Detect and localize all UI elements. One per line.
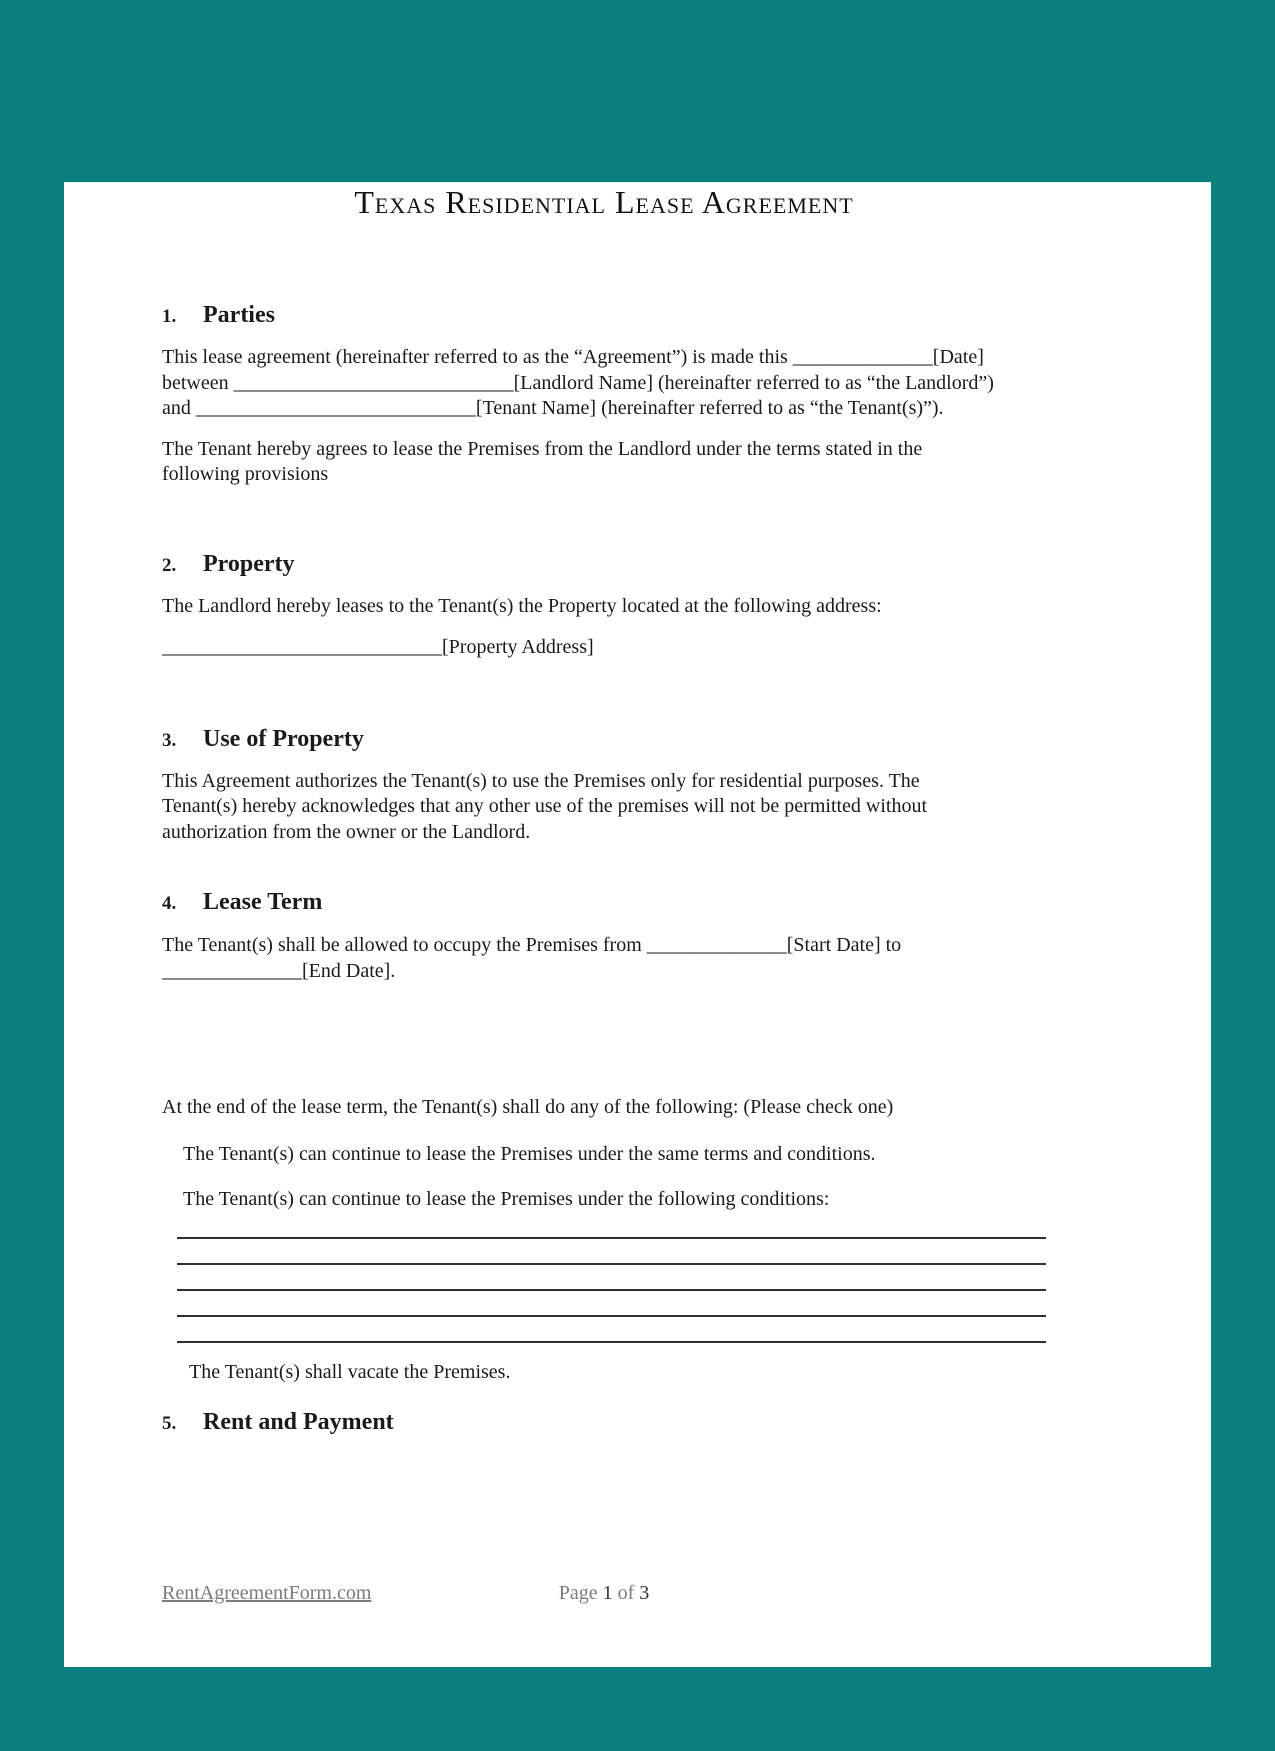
section-number: 2. [162,554,177,576]
paragraph-line: following provisions [162,463,329,485]
paragraph-line: Tenant(s) hereby acknowledges that any other use of the premises will not be permitted without [162,795,928,817]
section-heading-label: Use of Property [203,725,364,752]
parties-intro-paragraph [162,345,1046,422]
section-heading-lease-term [162,887,1046,919]
blank-writing-line [177,1317,1046,1343]
section-heading-property [162,549,1046,581]
section-number: 4. [162,893,177,914]
section-heading-use-of-property [162,724,1046,756]
blank-writing-line [177,1213,1046,1239]
section-heading-label: Lease Term [203,889,323,915]
page-footer [162,1580,1046,1606]
blank-writing-line [177,1291,1046,1317]
conditions-blank-lines [177,1213,1046,1343]
paragraph-line: ______________[End Date]. [162,959,396,982]
paragraph-line: The Tenant(s) shall be allowed to occupy the Premises from ______________[Start Date] to [162,934,902,956]
paragraph-line: and ____________________________[Tenant Name] (hereinafter referred to as “the Tenant(s)”). [162,397,944,419]
page-total: 3 [639,1582,650,1604]
end-of-term-prompt: At the end of the lease term, the Tenant(s) shall do any of the following: (Please check one) [162,1096,894,1118]
blank-writing-line [177,1239,1046,1265]
section-heading-rent-and-payment [162,1407,1046,1439]
paragraph-line: This lease agreement (hereinafter referred to as the “Agreement”) is made this ______________[Date] [162,346,984,368]
section-number: 1. [162,306,177,327]
option-continue-same-terms: The Tenant(s) can continue to lease the Premises under the same terms and conditions. [183,1142,876,1165]
section-heading-parties [162,300,1046,332]
document-page [64,182,1211,1667]
lease-term-paragraph [162,933,1046,984]
option-vacate-premises: The Tenant(s) shall vacate the Premises. [189,1360,511,1383]
section-number: 3. [162,729,177,751]
paragraph-line: authorization from the owner or the Landlord. [162,820,531,843]
page-label: Page [558,1582,598,1604]
paragraph-line: between ____________________________[Landlord Name] (hereinafter referred to as “the Landlord”) [162,371,994,394]
paragraph-line: The Tenant hereby agrees to lease the Premises from the Landlord under the terms stated in the [162,437,923,460]
blank-writing-line [177,1265,1046,1291]
website-link[interactable]: RentAgreementForm.com [162,1582,372,1604]
page-number: 1 [602,1582,613,1604]
section-heading-label: Rent and Payment [203,1409,394,1435]
property-address-blank [162,635,1046,661]
page-indicator [162,1580,1046,1606]
section-heading-label: Property [203,550,295,577]
option-continue-new-conditions: The Tenant(s) can continue to lease the Premises under the following conditions: [183,1188,830,1210]
property-paragraph [162,594,1046,620]
document-title: Texas Residential Lease Agreement [354,184,854,220]
parties-agreement-paragraph [162,437,1046,488]
paragraph-line: ____________________________[Property Address] [162,636,594,658]
paragraph-line: The Landlord hereby leases to the Tenant(s) the Property located at the following address: [162,594,882,617]
section-heading-label: Parties [203,302,275,328]
use-of-property-paragraph [162,769,1046,846]
section-number: 5. [162,1413,177,1434]
of-label: of [617,1582,635,1604]
paragraph-line: This Agreement authorizes the Tenant(s) to use the Premises only for residential purposes. The [162,769,920,792]
